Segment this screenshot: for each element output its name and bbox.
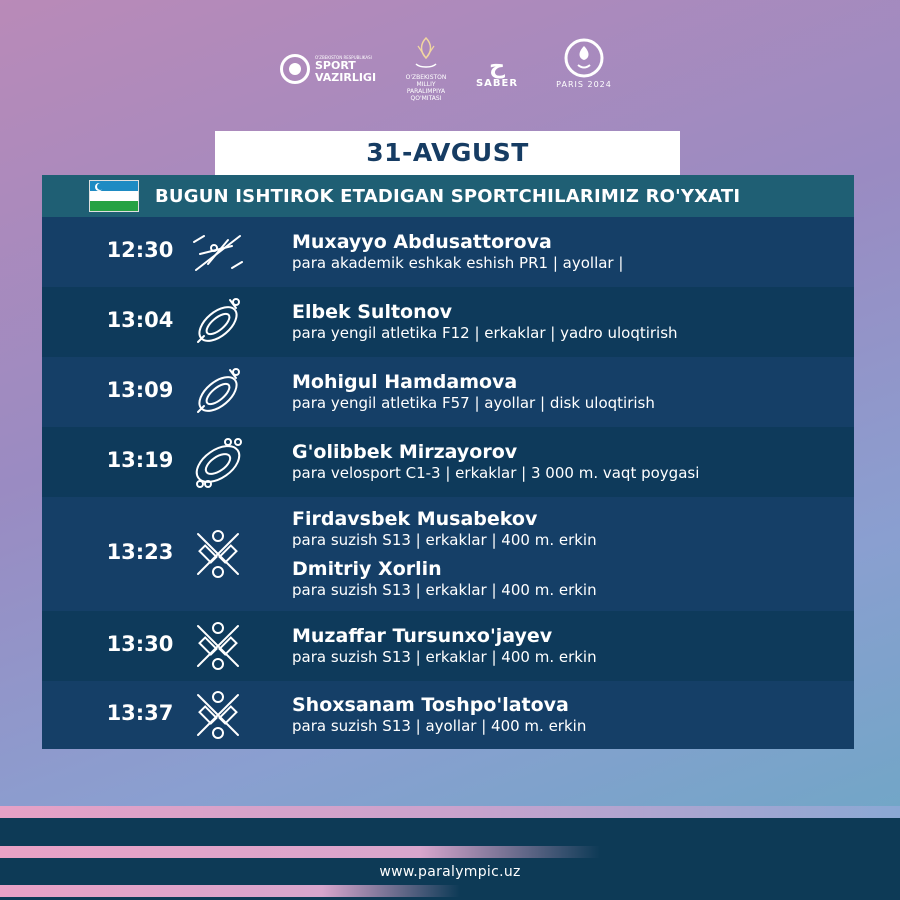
schedule-list [42,217,854,749]
list-header-title: BUGUN ISHTIROK ETADIGAN SPORTCHILARIMIZ RO'YXATI [155,185,741,207]
swimming-icon [190,618,246,674]
athlete-entries [292,625,597,667]
athlete-entries [292,694,586,736]
athlete-entry [292,301,678,343]
canoe-icon [190,224,246,280]
event-detail: para suzish S13 | erkaklar | 400 m. erkin [292,581,597,599]
schedule-row [42,287,854,357]
event-time: 13:04 [106,308,174,332]
event-time: 13:09 [106,378,174,402]
npc-line3: QO'MITASI [410,95,442,102]
athlete-name: Dmitriy Xorlin [292,558,442,580]
athlete-name: Muxayyo Abdusattorova [292,231,552,253]
cycling-track-icon [190,434,246,490]
athlete-name: Muzaffar Tursunxo'jayev [292,625,553,647]
athlete-entry [292,625,597,667]
list-header [42,175,854,217]
athlete-name: Elbek Sultonov [292,301,453,323]
event-time: 13:37 [106,701,174,725]
saber-name: SABER [475,78,519,89]
event-time: 13:19 [106,448,174,472]
athlete-entries [292,441,699,483]
athlete-name: Mohigul Hamdamova [292,371,518,393]
schedule-row [42,681,854,749]
athlete-name: G'olibbek Mirzayorov [292,441,518,463]
event-time: 13:30 [106,632,174,656]
npc-uzbekistan-logo [398,36,454,102]
schedule-row [42,497,854,611]
athlete-entry [292,558,597,600]
athlete-entries [292,508,597,600]
footer-stripes [0,806,900,900]
swimming-icon [190,526,246,582]
event-detail: para suzish S13 | erkaklar | 400 m. erkin [292,531,597,549]
footer-stripe [0,806,900,818]
schedule-row [42,217,854,287]
sport-ministry-line1: SPORT [315,58,356,72]
athlete-entries [292,301,678,343]
schedule-row [42,427,854,497]
athlete-entry [292,694,586,736]
partner-logos [0,36,900,102]
event-time: 13:23 [106,540,174,564]
npc-emblem-icon [410,36,442,72]
website-url: www.paralympic.uz [379,864,521,880]
schedule-row [42,611,854,681]
schedule-row [42,357,854,427]
paris-flame-icon [564,38,604,78]
event-detail: para velosport C1-3 | erkaklar | 3 000 m. vaqt poygasi [292,464,700,482]
athlete-entry [292,508,597,550]
athlete-name: Shoxsanam Toshpo'latova [292,694,569,716]
athlete-name: Firdavsbek Musabekov [292,508,538,530]
sport-ministry-logo [280,54,376,84]
sport-ministry-line2: VAZIRLIGI [315,70,377,84]
event-detail: para yengil atletika F12 | erkaklar | yadro uloqtirish [292,324,678,342]
sport-ministry-subtitle: O'ZBEKISTON RESPUBLIKASI [315,54,372,60]
athletics-icon [190,364,246,420]
uzbekistan-flag-icon [89,180,139,212]
date-title: 31-AVGUST [215,131,680,175]
npc-line2: MILLIY PARALIMPIYA [406,81,446,95]
paris-2024-name: PARIS 2024 [556,80,612,89]
athlete-entry [292,441,699,483]
paris-2024-logo [550,38,618,89]
saber-logo [470,56,524,89]
event-time: 12:30 [106,238,174,262]
swimming-icon [190,687,246,743]
athlete-entry [292,231,623,273]
event-detail: para suzish S13 | erkaklar | 400 m. erkin [292,648,597,666]
athlete-entry [292,371,655,413]
footer-stripe [0,885,460,897]
sport-ministry-emblem-icon [280,54,310,84]
athlete-entries [292,231,623,273]
event-detail: para yengil atletika F57 | ayollar | disk uloqtirish [292,394,655,412]
event-detail: para suzish S13 | ayollar | 400 m. erkin [292,717,587,735]
saber-glyph-icon: ح [489,54,505,79]
athletics-icon [190,294,246,350]
event-detail: para akademik eshkak eshish PR1 | ayollar | [292,254,624,272]
athlete-entries [292,371,655,413]
npc-line1: O'ZBEKISTON [405,74,447,81]
footer-stripe [0,846,600,858]
